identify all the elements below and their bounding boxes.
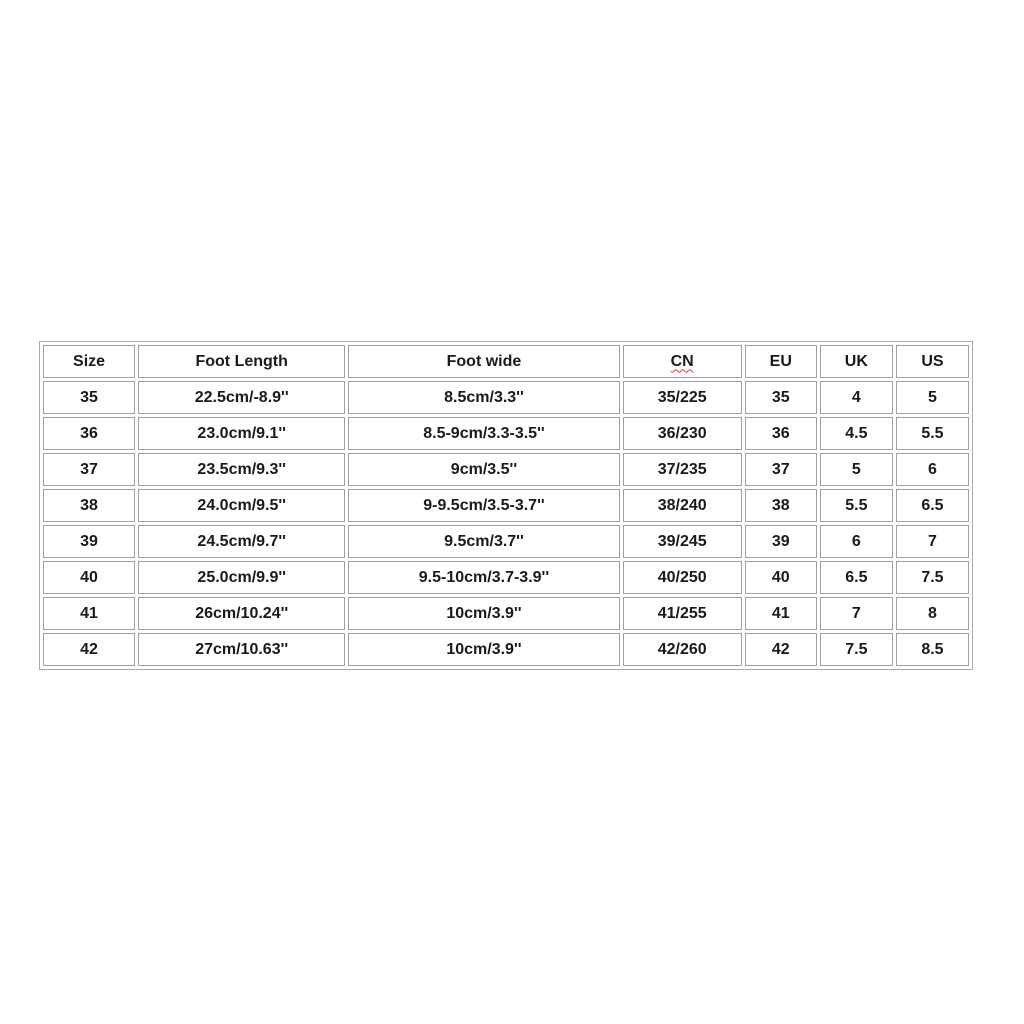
cell-uk: 4	[820, 381, 893, 414]
table-row	[43, 561, 969, 594]
cell-cn: 40/250	[623, 561, 742, 594]
cell-uk: 7	[820, 597, 893, 630]
cell-cn: 39/245	[623, 525, 742, 558]
cell-size: 39	[43, 525, 135, 558]
cell-eu: 41	[745, 597, 817, 630]
cell-size: 38	[43, 489, 135, 522]
cell-us: 5	[896, 381, 969, 414]
cell-us: 7.5	[896, 561, 969, 594]
cell-foot-wide: 10cm/3.9''	[348, 597, 619, 630]
cell-foot-wide: 8.5cm/3.3''	[348, 381, 619, 414]
cell-foot-length: 23.5cm/9.3''	[138, 453, 345, 486]
header-foot-wide: Foot wide	[348, 345, 619, 378]
cell-size: 41	[43, 597, 135, 630]
header-cn-label: CN	[670, 352, 694, 370]
cell-foot-length: 24.0cm/9.5''	[138, 489, 345, 522]
table-row	[43, 525, 969, 558]
cell-foot-length: 22.5cm/-8.9''	[138, 381, 345, 414]
cell-uk: 4.5	[820, 417, 893, 450]
cell-us: 6.5	[896, 489, 969, 522]
cell-size: 40	[43, 561, 135, 594]
table-row	[43, 453, 969, 486]
header-us: US	[896, 345, 969, 378]
cell-cn: 35/225	[623, 381, 742, 414]
table-row	[43, 597, 969, 630]
header-size: Size	[43, 345, 135, 378]
cell-uk: 6	[820, 525, 893, 558]
cell-foot-wide: 9.5cm/3.7''	[348, 525, 619, 558]
table-row	[43, 489, 969, 522]
header-foot-length: Foot Length	[138, 345, 345, 378]
cell-us: 6	[896, 453, 969, 486]
cell-uk: 7.5	[820, 633, 893, 666]
cell-cn: 41/255	[623, 597, 742, 630]
cell-uk: 5.5	[820, 489, 893, 522]
cell-eu: 35	[745, 381, 817, 414]
header-uk: UK	[820, 345, 893, 378]
cell-foot-wide: 9.5-10cm/3.7-3.9''	[348, 561, 619, 594]
table-row	[43, 417, 969, 450]
size-chart-table	[39, 341, 973, 670]
cell-us: 8	[896, 597, 969, 630]
cell-foot-wide: 8.5-9cm/3.3-3.5''	[348, 417, 619, 450]
table-row	[43, 633, 969, 666]
cell-foot-length: 23.0cm/9.1''	[138, 417, 345, 450]
cell-cn: 42/260	[623, 633, 742, 666]
cell-eu: 42	[745, 633, 817, 666]
cell-eu: 37	[745, 453, 817, 486]
cell-eu: 36	[745, 417, 817, 450]
header-cn	[623, 345, 742, 378]
cell-size: 36	[43, 417, 135, 450]
cell-size: 37	[43, 453, 135, 486]
cell-cn: 38/240	[623, 489, 742, 522]
cell-us: 5.5	[896, 417, 969, 450]
cell-cn: 37/235	[623, 453, 742, 486]
cell-us: 8.5	[896, 633, 969, 666]
header-row	[43, 345, 969, 378]
cell-eu: 39	[745, 525, 817, 558]
cell-cn: 36/230	[623, 417, 742, 450]
cell-foot-length: 25.0cm/9.9''	[138, 561, 345, 594]
cell-eu: 40	[745, 561, 817, 594]
cell-foot-length: 27cm/10.63''	[138, 633, 345, 666]
cell-uk: 6.5	[820, 561, 893, 594]
cell-foot-wide: 10cm/3.9''	[348, 633, 619, 666]
cell-foot-length: 24.5cm/9.7''	[138, 525, 345, 558]
table-row	[43, 381, 969, 414]
cell-us: 7	[896, 525, 969, 558]
cell-size: 42	[43, 633, 135, 666]
cell-foot-length: 26cm/10.24''	[138, 597, 345, 630]
cell-foot-wide: 9cm/3.5''	[348, 453, 619, 486]
cell-size: 35	[43, 381, 135, 414]
header-eu: EU	[745, 345, 817, 378]
cell-uk: 5	[820, 453, 893, 486]
cell-foot-wide: 9-9.5cm/3.5-3.7''	[348, 489, 619, 522]
cell-eu: 38	[745, 489, 817, 522]
